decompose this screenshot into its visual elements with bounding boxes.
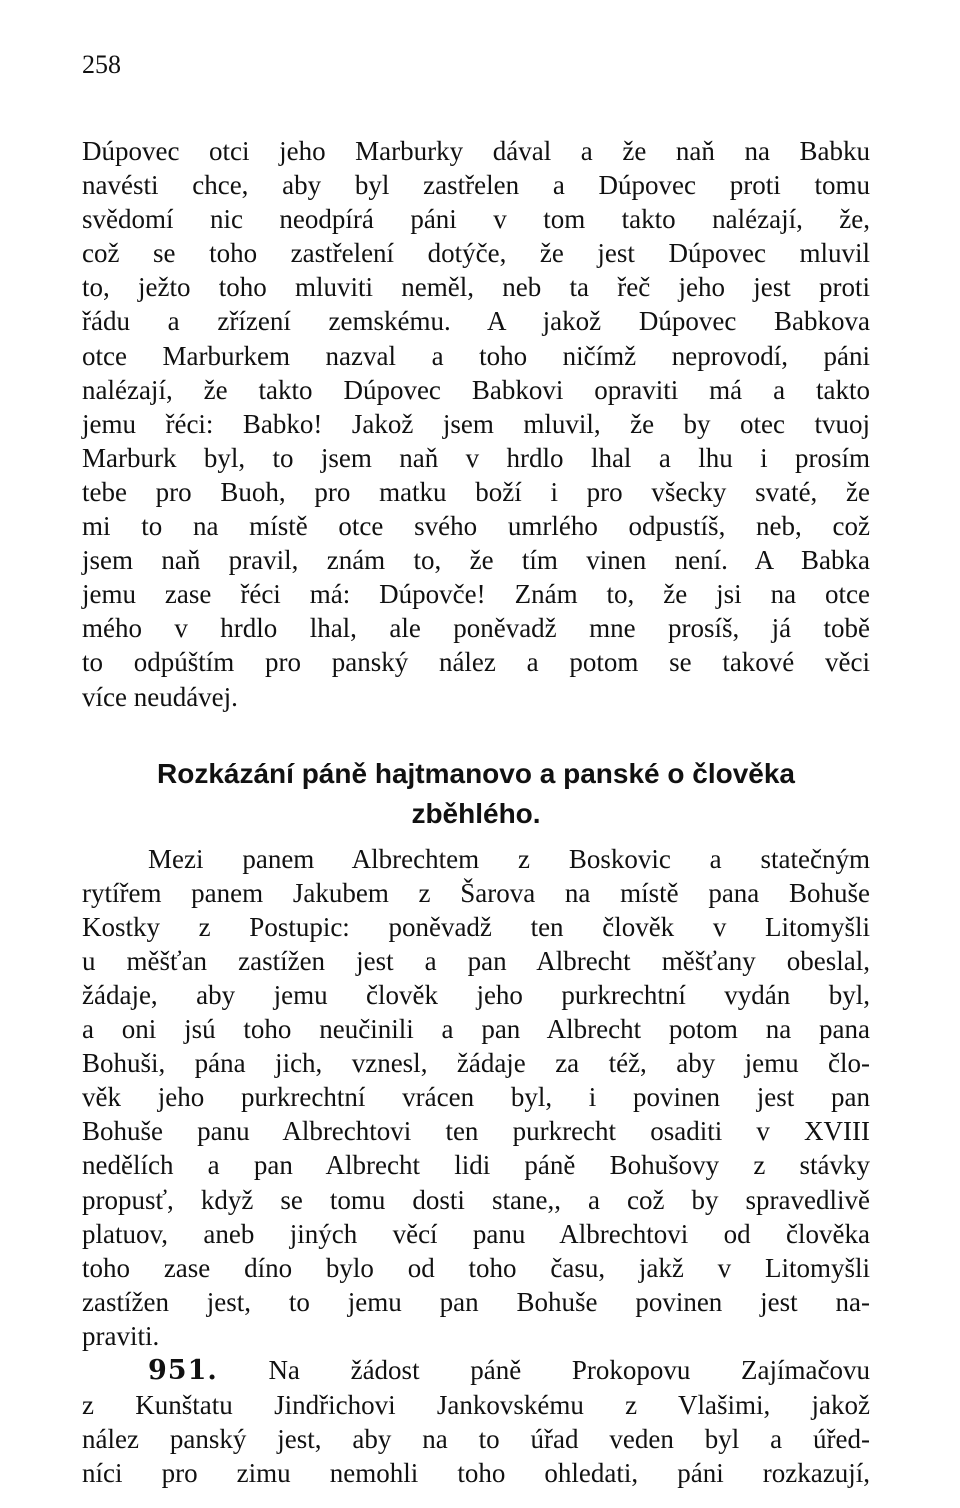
paragraph-2 (82, 842, 870, 1353)
text-line: mi to na místě otce svého umrlého odpustíš, neb, což (82, 511, 870, 542)
text-line: řádu a zřízení zemskému. A jakož Dúpovec Babkova (82, 306, 870, 337)
text-line: rytířem panem Jakubem z Šarova na místě pana Bohuše (82, 877, 870, 908)
first-line-text: Na žádost páně Prokopovu Zajímačovu (268, 1355, 870, 1385)
text-line: mého v hrdlo lhal, ale poněvadž mne prosíš, já tobě (82, 613, 870, 644)
text-line: což se toho zastřelení dotýče, že jest Dúpovec mluvil (82, 238, 870, 269)
text-line: Bohuši, pána jich, vznesl, žádaje za též, aby jemu člo- (82, 1048, 870, 1079)
text-line: nález panský jest, aby na to úřad veden byl a úřed- (82, 1424, 870, 1455)
book-page (82, 50, 870, 1490)
text-line: platuov, aneb jiných věcí panu Albrechtovi od člověka (82, 1218, 870, 1249)
text-line (82, 1353, 870, 1388)
page-number: 258 (82, 50, 121, 79)
heading-line: Rozkázání páně hajtmanovo a panské o člověka (157, 757, 795, 789)
text-line: nedělích a pan Albrecht lidi páně Bohušovy z stávky (82, 1150, 870, 1181)
text-line: praviti. (82, 1320, 160, 1351)
text-line: Marburk byl, to jsem naň v hrdlo lhal a lhu i prosím (82, 442, 870, 473)
paragraph-number: 951. (148, 1355, 218, 1386)
text-line: věk jeho purkrechtní vrácen byl, i povinen jest pan (82, 1082, 870, 1113)
paragraph-1 (82, 134, 870, 714)
text-line: zastížen jest, to jemu pan Bohuše povinen jest na- (82, 1286, 870, 1317)
text-line: Kostky z Postupic: poněvadž ten člověk v Litomyšli (82, 911, 870, 942)
text-line: více neudávej. (82, 681, 238, 712)
text-line: nalézají, že takto Dúpovec Babkovi opraviti má a takto (82, 374, 870, 405)
text-line: svědomí nic neodpírá páni v tom takto nalézají, že, (82, 204, 870, 235)
text-line: a oni jsú toho neučinili a pan Albrecht potom na pana (82, 1014, 870, 1045)
text-line: tebe pro Buoh, pro matku boží i pro všecky svaté, že (82, 476, 870, 507)
text-line: to odpúštím pro panský nález a potom se takové věci (82, 647, 870, 678)
section-heading (82, 754, 870, 834)
text-line: navésti chce, aby byl zastřelen a Dúpovec proti tomu (82, 170, 870, 201)
text-line: z Kunštatu Jindřichovi Jankovskému z Vlašimi, jakož (82, 1390, 870, 1421)
text-line: jemu řéci: Babko! Jakož jsem mluvil, že by otec tvuoj (82, 408, 870, 439)
text-line: otce Marburkem nazval a toho ničímž neprovodí, páni (82, 340, 870, 371)
text-line: Bohuše panu Albrechtovi ten purkrecht osaditi v XVIII (82, 1116, 870, 1147)
heading-line: zběhlého. (411, 797, 541, 829)
text-line: jsem naň pravil, znám to, že tím vinen není. A Babka (82, 545, 870, 576)
text-line: Mezi panem Albrechtem z Boskovic a statečným (148, 843, 870, 874)
text-line: to, ježto toho mluviti neměl, neb ta řeč jeho jest proti (82, 272, 870, 303)
text-line: Dúpovec otci jeho Marburky dával a že naň na Babku (82, 136, 870, 166)
text-line: níci pro zimu nemohli toho ohledati, páni rozkazují, (82, 1458, 870, 1489)
text-line: žádaje, aby jemu člověk jeho purkrechtní vydán byl, (82, 979, 870, 1010)
paragraph-951 (82, 1353, 870, 1490)
text-line: jemu zase řéci má: Dúpovče! Znám to, že jsi na otce (82, 579, 870, 610)
text-line: u měšťan zastížen jest a pan Albrecht měšťany obeslal, (82, 945, 870, 976)
text-line: toho zase díno bylo od toho času, jakž v Litomyšli (82, 1252, 870, 1283)
text-line: propusť, když se tomu dosti stane,, a což by spravedlivě (82, 1184, 870, 1215)
